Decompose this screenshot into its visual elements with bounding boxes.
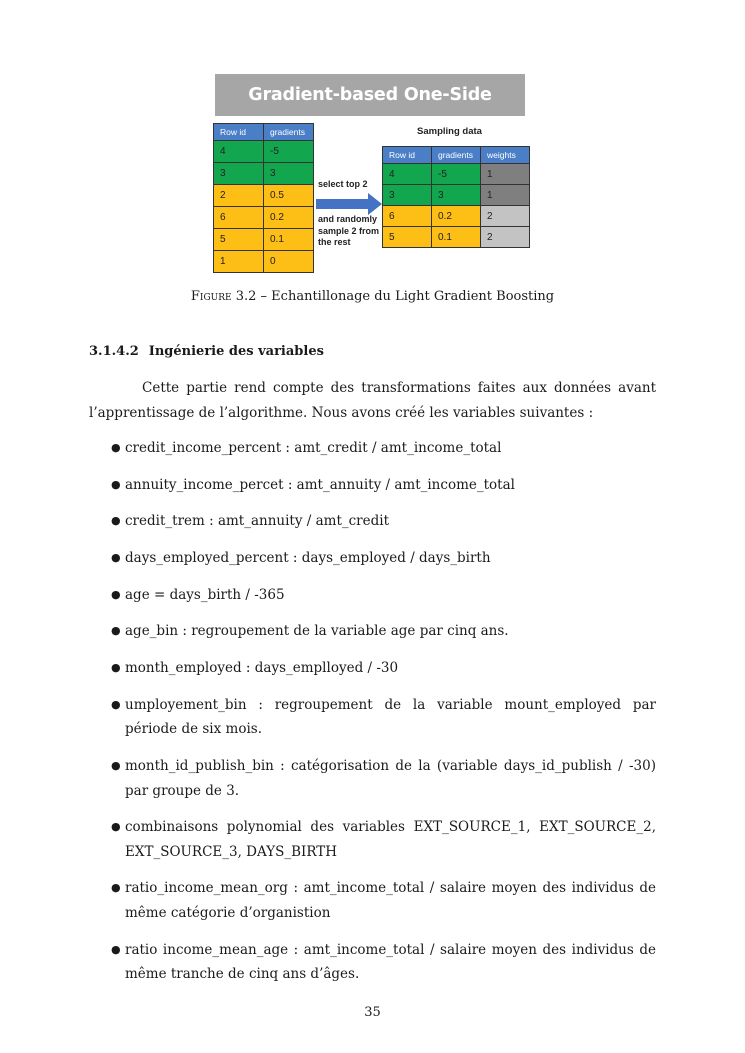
table-row	[383, 164, 530, 185]
list-item	[89, 876, 656, 925]
header-weights: weights	[481, 147, 530, 164]
list-item	[89, 754, 656, 803]
list-item	[89, 473, 656, 498]
row-id-cell: 3	[214, 163, 264, 185]
list-item-text: month_id_publish_bin : catégorisation de la (variable days_id_publish / -30) par groupe de 3.	[125, 758, 656, 799]
goss-figure	[211, 74, 531, 278]
bullet-icon: ●	[111, 551, 121, 565]
bullet-icon: ●	[111, 477, 121, 491]
table-row	[383, 185, 530, 206]
row-id-cell: 5	[214, 229, 264, 251]
section-number: 3.1.4.2	[89, 344, 139, 359]
figure-caption	[0, 289, 745, 304]
table-row	[383, 206, 530, 227]
list-item-text: combinaisons polynomial des variables EXT_SOURCE_1, EXT_SOURCE_2, EXT_SOURCE_3, DAYS_BIRTH	[125, 819, 656, 860]
table-row	[214, 185, 314, 207]
bullet-icon: ●	[111, 441, 121, 454]
gradient-cell: 0.5	[264, 185, 314, 207]
bullet-icon: ●	[111, 624, 121, 638]
list-item-text: month_employed : days_emplloyed / -30	[125, 660, 399, 677]
weight-cell: 2	[481, 206, 530, 227]
bullet-icon: ●	[111, 514, 121, 528]
table-row	[383, 227, 530, 248]
table-row	[214, 229, 314, 251]
list-item	[89, 938, 656, 987]
bullet-icon: ●	[111, 587, 121, 601]
bullet-icon: ●	[111, 661, 121, 675]
bullet-icon: ●	[111, 697, 121, 711]
list-item-text: annuity_income_percet : amt_annuity / amt_income_total	[125, 476, 515, 493]
gradient-cell: -5	[432, 164, 481, 185]
caption-text: – Echantillonage du Light Gradient Boosting	[260, 289, 555, 304]
bullet-icon: ●	[111, 759, 121, 772]
list-item-text: umployement_bin : regroupement de la variable mount_employed par période de six mois.	[125, 696, 656, 738]
list-item	[89, 656, 656, 681]
table-row	[214, 163, 314, 185]
table-row	[214, 141, 314, 163]
section-heading	[89, 344, 324, 359]
bullet-icon: ●	[111, 820, 121, 834]
row-id-cell: 4	[214, 141, 264, 163]
row-id-cell: 6	[214, 207, 264, 229]
variables-list	[89, 436, 656, 999]
gradients-table	[213, 123, 314, 273]
gradient-cell: 0.1	[432, 227, 481, 248]
page-number: 35	[364, 1005, 381, 1020]
list-item-text: ratio income_mean_age : amt_income_total / salaire moyen des individus de même tranche de cinq ans d’âges.	[125, 941, 656, 983]
bullet-icon: ●	[111, 942, 121, 956]
weight-cell: 2	[481, 227, 530, 248]
row-id-cell: 6	[383, 206, 432, 227]
header-row-id: Row id	[383, 147, 432, 164]
caption-number: 3.2	[235, 289, 257, 304]
list-item	[89, 693, 656, 742]
list-item-text: days_employed_percent : days_employed / days_birth	[125, 550, 491, 567]
list-item	[89, 619, 656, 644]
bullet-icon: ●	[111, 881, 121, 895]
gradient-cell: 0.1	[264, 229, 314, 251]
sampling-data-title: Sampling data	[417, 126, 482, 137]
header-gradients: gradients	[432, 147, 481, 164]
list-item-text: age_bin : regroupement de la variable age par cinq ans.	[125, 623, 509, 640]
gradient-cell: 3	[264, 163, 314, 185]
list-item	[89, 815, 656, 864]
list-item-text: credit_trem : amt_annuity / amt_credit	[125, 513, 390, 530]
weight-cell: 1	[481, 164, 530, 185]
intro-paragraph: Cette partie rend compte des transformations faites aux données avant l’apprentissage de l’algorithme. Nous avons créé les variables suivantes :	[89, 380, 656, 421]
arrow-right-icon	[316, 193, 382, 215]
list-item-text: credit_income_percent : amt_credit / amt_income_total	[125, 440, 502, 456]
weight-cell: 1	[481, 185, 530, 206]
header-gradients: gradients	[264, 124, 314, 141]
arrow-bottom-label: and randomly sample 2 from the rest	[318, 214, 380, 247]
sampling-table	[382, 146, 530, 248]
gradient-cell: 0.2	[264, 207, 314, 229]
gradient-cell: 0	[264, 251, 314, 273]
header-row-id: Row id	[214, 124, 264, 141]
row-id-cell: 1	[214, 251, 264, 273]
row-id-cell: 3	[383, 185, 432, 206]
row-id-cell: 4	[383, 164, 432, 185]
list-item	[89, 546, 656, 571]
list-item	[89, 509, 656, 534]
gradient-cell: -5	[264, 141, 314, 163]
list-item-text: ratio_income_mean_org : amt_income_total / salaire moyen des individus de même catégorie d’organistion	[125, 880, 656, 921]
table-row	[214, 207, 314, 229]
list-item-text: age = days_birth / -365	[125, 586, 285, 603]
row-id-cell: 2	[214, 185, 264, 207]
figure-banner-title: Gradient-based One-Side Sampling	[215, 74, 525, 116]
table-row	[214, 251, 314, 273]
list-item	[89, 583, 656, 608]
list-item	[89, 436, 656, 461]
gradient-cell: 3	[432, 185, 481, 206]
section-title: Ingénierie des variables	[148, 344, 324, 359]
row-id-cell: 5	[383, 227, 432, 248]
arrow-top-label: select top 2	[318, 179, 368, 189]
caption-label: Figure	[190, 289, 232, 304]
gradient-cell: 0.2	[432, 206, 481, 227]
